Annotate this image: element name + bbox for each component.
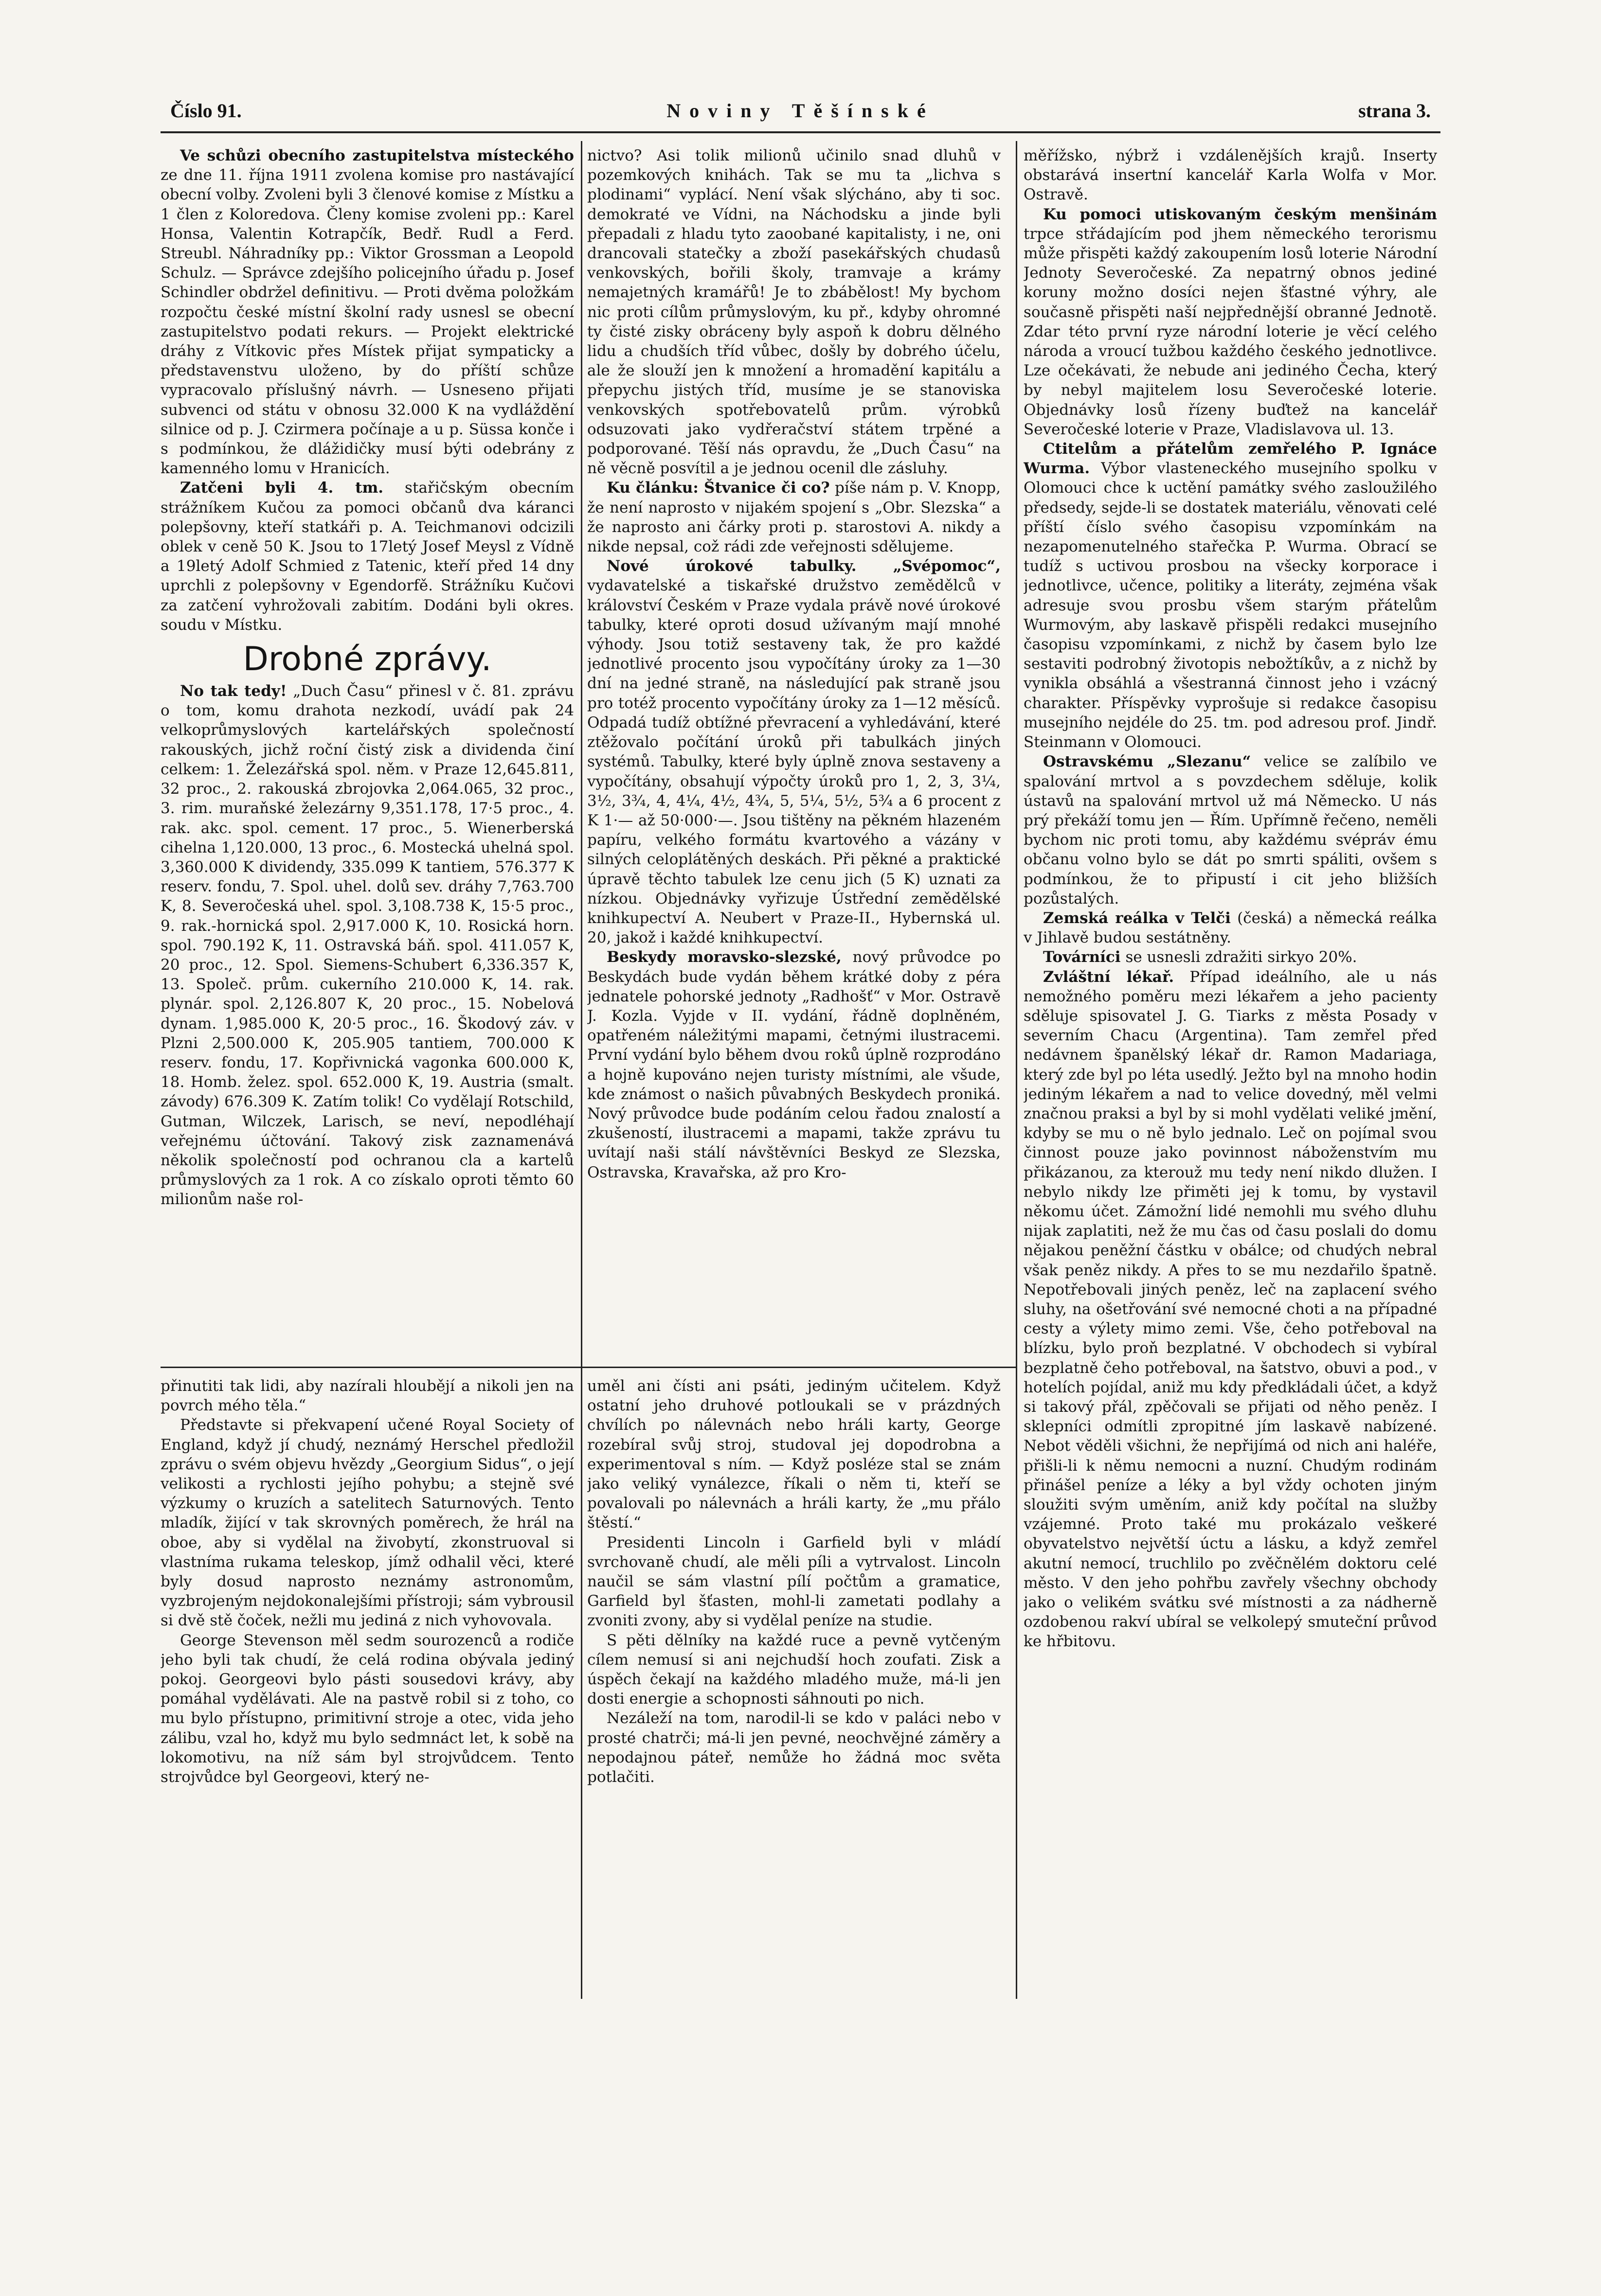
section-title: Drobné zprávy. <box>243 640 492 679</box>
page-number: strana 3. <box>1358 100 1431 122</box>
article-text: trpce střádajícím pod jhem německého terorismu může přispěti každý zakoupením losů loterie Národní Jednoty Severočeské. Za nepatrný obnos jediné koruny možno dosíci nejen šťastné výhry, ale současně přispěti naší nejpřednější obranné Jednotě. Zdar této první ryze národní loterie je věcí celého národa a vroucí tužbou každého českého jednotlivce. Lze očekávati, že nebude ani jediného Čecha, který by nebyl majitelem losu Severočeské loterie. Objednávky losů řízeny buďtež na kancelář Severočeské loterie v Praze, Vladislavova ul. 13. <box>1024 225 1437 438</box>
column-divider-2 <box>1016 141 1017 1999</box>
article-urokove-tabulky <box>587 556 1001 947</box>
article-lead: Ku článku: Štvanice či co? <box>607 479 830 497</box>
story-stevenson: George Stevenson měl sedm sourozenců a rodiče jeho byli tak chudí, že celá rodina obývala jediný pokoj. Georgeovi bylo pásti sousedovi krávy, aby pomáhal vydělávati. Ale na pastvě robil si z toho, co mu bylo přístupno, primitivní stroje a otec, vida jeho zálibu, vzal ho, když mu bylo sedmnáct let, k sobě na lokomotivu, na níž sám byl strojvůdcem. Tento strojvůdce byl Georgeovi, který ne- <box>161 1631 574 1786</box>
page-header <box>161 97 1440 133</box>
article-lead: Ve schůzi obecního zastupitelstva místeckého <box>180 147 574 164</box>
article-lekar <box>1024 967 1437 1652</box>
article-text: se usnesli zdražiti sirkyo 20%. <box>1120 948 1357 966</box>
article-lead: Beskydy moravsko-slezské, <box>607 948 842 966</box>
lower-column-1 <box>161 1376 574 1999</box>
issue-number: Číslo 91. <box>170 100 242 122</box>
article-continuation: nictvo? Asi tolik milionů učinilo snad dluhů v pozemkových knihách. Tak se mu ta „lichva s plodinami“ vyplácí. Není však slýcháno, aby ti soc. demokraté ve Vídni, na Náchodsku a jinde byli přepadali z hladu tyto zaoobané kapitalisty, i ne, oni drancovali statečky a zboží pasekářských chudasů venkovských, bořili školy, tramvaje a krámy nemajetných kramářů! Je to zbábělost! My bychom nic proti cílům průmyslovým, ku př., kdyby ohromné ty čisté zisky obráceny byly aspoň k dobru dělného lidu a chudších tříd vůbec, došly by dobrého účelu, ale že slouží jen k množení a hromadění kapitálu a přepychu jistých tříd, musíme je se stanoviska venkovských spotřebovatelů prům. výrobků odsuzovati jako vydřeračství státem trpěné a podporované. Těší nás opravdu, že „Duch Času“ na ně věcně posvítil a je jednou ocenil dle zásluhy. <box>587 147 1001 478</box>
upper-column-2 <box>587 146 1001 1362</box>
column-divider-1 <box>581 141 582 1999</box>
article-lead: Ku pomoci utiskovaným českým menšinám <box>1043 205 1437 223</box>
article-text: velice se zalíbilo ve spalování mrtvol a s povzdechem sděluje, kolik ústavů na spalování mrtvol už má Německo. U nás prý překáží tomu jen — Řím. Upřímně řečeno, neměli bychom nic proti tomu, aby každému svépráv ému občanu volno bylo se dát po smrti spáliti, ovšem s podmínkou, že to připustí i cit jeho bližších pozůstalých. <box>1024 753 1437 908</box>
story-herschel: Představte si překvapení učené Royal Society of England, když jí chudý, neznámý Herschel předložil zprávu o svém objevu hvězdy „Georgium Sidus“, o její velikosti a rychlosti jejího pohybu; a stejně své výzkumy o kruzích a satelitech Saturnových. Tento mladík, žijící v tak skrovných poměrech, že hrál na oboe, aby si vydělal na živobytí, zkonstruoval si vlastníma rukama teleskop, jímž odhalil věci, které byly dosud naprosto neznámy astronomům, vyzbrojeným nejdokonalejšími přístroji; sám vybrousil si dvě stě čoček, nežli mu jediná z nich vyhovovala. <box>161 1416 574 1630</box>
story-continuation: uměl ani čísti ani psáti, jediným učitelem. Když ostatní jeho druhové potloukali se v prázdných chvílích po nálevnách nebo hráli karty, George rozebíral svůj stroj, studoval jej dopodrobna a experimentoval s ním. — Když posléze stal se znám jako veliký vynálezce, říkali o něm ti, kteří se povalovali po nálevnách a hráli karty, že „mu přálo štěstí.“ <box>587 1377 1001 1532</box>
article-text: Případ ideálního, ale u nás nemožného poměru mezi lékařem a jeho pacienty sděluje spisovatel J. G. Tiarks z města Posady v severním Chacu (Argentina). Tam zemřel před nedávnem španělský lékař dr. Ramon Madariaga, který zde byl po léta usedlý. Ježto byl na mnoho hodin jediným lékařem a nad to velice dovedný, měl velmi značnou praksi a byl by si mohl vydělati veliké jmění, kdyby se mu o ně bylo jednalo. Leč on pojímal svou činnost pouze jako povinnost náboženstvím mu přikázanou, za kterouž mu tedy není nikdo dlužen. I nebylo nikdy lze přiměti jej k tomu, by vystavil někomu účet. Zámožní lidé nemohli mu svého dluhu nijak zaplatiti, než že mu čas od času poslali do domu nějakou peněžní částku v obálce; od chudých nebral však peněz nikdy. A přes to se mu nezdařilo špatně. Nepotřebovali jiných peněz, leč na zaplacení svého sluhy, na ošetřování své nemocné choti a na případné cesty a výlety mimo zemi. Vše, čeho potřeboval na blízku, bylo proň bezplatné. V obchodech si vybíral bezplatně čeho potřeboval, na šatstvo, obuvi a pod., v hotelích pojídal, aniž mu kdy předkládali účet, a když si takový přál, zpěčovali se přijati od něho peněz. I sklepníci odmítli zpropitné jím laskavě nabízené. Nebot věděli všichni, že nepřijímá od nich ani haléře, přišli-li k němu nemocni a nuzní. Chudým rodinám přinášel peníze a léky a byl vždy ochoten jiným sloužiti svým uměním, aniž kdy počítal na služby vzájemné. Proto také mu prokázalo veškeré obyvatelstvo největší úctu a lásku, a když zemřel akutní nemocí, truchlilo po zvěčnělém doktoru celé město. V den jeho pohřbu zavřely všechny obchody jako o velikém svátku své místnosti a za nádherně ozdobenou rakví ubíral se velkolepý smuteční průvod ke hřbitovu. <box>1024 968 1437 1651</box>
article-lead: Zatčeni byli 4. tm. <box>180 479 384 497</box>
article-text: (česká) a německá reálka v Jihlavě budou sestátněny. <box>1024 909 1437 947</box>
article-text: píše nám p. V. Knopp, že není naprosto v nijakém spojení s „Obr. Slezska“ a že naprosto ani čárky proti p. starostovi A. nikdy a nikde nepsal, což rádi zde veřejnosti sdělujeme. <box>587 479 1001 556</box>
article-wurm <box>1024 439 1437 752</box>
article-lead: No tak tedy! <box>180 682 287 700</box>
article-stvanice <box>587 478 1001 556</box>
story-five-fingers: S pěti dělníky na každé ruce a pevně vytčeným cílem nemusí si ani nejchudší hoch zoufati. Zisk a úspěch čekají na každého mladého muže, má-li jen dosti energie a schopnosti sáhnouti po nich. <box>587 1631 1001 1708</box>
lower-column-2 <box>587 1376 1001 1999</box>
newspaper-title: Noviny Těšínské <box>666 100 935 122</box>
article-mistek-council <box>161 146 574 478</box>
article-text: nový průvodce po Beskydách bude vydán během krátké doby z péra jednatele pohorské jednoty „Radhošť“ v Mor. Ostravě J. Kozla. Vyjde v II. vydání, řádně doplněném, opatřeném náležitými mapami, četnými ilustracemi. První vydání bylo během dvou roků úplně rozprodáno a hojně kupováno nejen turisty místními, ale všude, kde známost o našich půvabných Beskydech proniká. Nový průvodce bude podáním celou řadou znalostí a zkušeností, ilustracemi a mapami, takže zprávu tu uvítají naši stálí návštěvníci Beskyd ze Slezska, Ostravska, Kravařska, až pro Kro- <box>587 948 1001 1181</box>
article-text: stařičským obecním strážníkem Kučou za pomoci občanů dva káranci polepšovny, kteří statkáři p. A. Teichmanovi odcizili oblek v ceně 50 K. Jsou to 17letý Josef Meysl z Vídně a 19letý Adolf Schmied z Tatenic, kteří před 14 dny uprchli z polepšovny v Egendorfě. Strážníku Kučovi za zatčení vyhrožovali zabitím. Dodáni byli okres. soudu v Místku. <box>161 479 574 634</box>
article-lead: Ctitelům a přátelům zemřelého P. Ignáce Wurma. <box>1024 440 1437 478</box>
article-lead: Zvláštní lékař. <box>1043 968 1174 986</box>
article-no-tak-tedy <box>161 681 574 1209</box>
upper-column-1 <box>161 146 574 1362</box>
article-text: „Duch Času“ přinesl v č. 81. zprávu o tom, komu drahota nezkodí, uvádí pak 24 velkoprůmyslových kartelářských společností rakouských, jichž roční čistý zisk a dividenda činí celkem: 1. Železářská spol. něm. v Praze 12,645.811, 32 proc., 2. rakouská zbrojovka 2,064.065, 32 proc., 3. rim. muraňské železárny 9,351.178, 17·5 proc., 4. rak. akc. spol. cement. 17 proc., 5. Wienerberská cihelna 1,120.000, 13 proc., 6. Mostecká uhelná spol. 3,360.000 K dividendy, 335.099 K tantiem, 576.377 K reserv. fondu, 7. Spol. uhel. dolů sev. dráhy 7,763.700 K, 8. Severočeská uhel. spol. 3,108.738 K, 15·5 proc., 9. rak.-hornická spol. 2,917.000 K, 10. Rosická horn. spol. 790.192 K, 11. Ostravská báň. spol. 411.057 K, 20 proc., 12. Spol. Siemens-Schubert 6,336.357 K, 13. Společ. prům. cukerního 210.000 K, 14. rak. plynár. spol. 2,126.807 K, 20 proc., 15. Nobelová dynam. 1,985.000 K, 20·5 proc., 16. Škodový záv. v Plzni 2,500.000 K, 205.905 tantiem, 700.000 K reserv. fondu, 17. Kopřivnická vagonka 600.000 K, 18. Homb. želez. spol. 652.000 K, 19. Austria (smalt. závody) 676.309 K. Zatím tolik! Co vydělají Rotschild, Gutman, Wilczek, Larisch, se neví, nepodléhají veřejnému účtování. Takový zisk zaznamenává několik společností pod ochranou cla a kartelů průmyslových za 1 rok. A co získalo oproti těmto 60 milionům naše rol- <box>161 682 574 1209</box>
story-palace-hut: Nezáleží na tom, narodil-li se kdo v paláci nebo v prosté chatrči; má-li jen pevné, neochvějné záměry a nepodajnou páteř, nemůže ho žádná moc světa potlačiti. <box>587 1709 1001 1786</box>
article-text: vydavatelské a tiskařské družstvo zemědělců v království Českém v Praze vydala právě nové úrokové tabulky, které oproti dosud užívaným mají mnohé výhody. Jsou totiž sestaveny tak, že pro každé jednotlivé procento jsou vypočítány úroky za 1—30 dní na jedné straně, na následující pak straně jsou pro totéž procento vypočítány úroky za 1—12 měsíců. Odpadá tudíž obtížné převracení a vyhledávání, které ztěžovalo počítání úroků při tabulkách jiných systémů. Tabulky, které byly úplně znova sestaveny a vypočítány, obsahují výpočty úroků pro 1, 2, 3, 3¼, 3½, 3¾, 4, 4¼, 4½, 4¾, 5, 5¼, 5½, 5¾ a 6 procent z K 1·— až 50·000·—. Jsou tištěny na pěkném hlazeném papíru, velkého formátu kvartového a vázány v silných celoplátěných deskách. Při pěkné a praktické úpravě těchto tabulek lze cenu jich (5 K) uznati za nízkou. Objednávky vyřizuje Ústřední zemědělské knihkupectví A. Neubert v Praze-II., Hybernská ul. 20, jakož i každé knihkupectví. <box>587 577 1001 947</box>
story-lincoln-garfield: Presidenti Lincoln i Garfield byli v mládí svrchovaně chudí, ale měli píli a vytrvalost. Lincoln naučil se sám vlastní pílí počtům a gramatice, Garfield byl šťasten, mohl-li zametati podlahy a zvoniti zvony, aby si vydělal peníze na studie. <box>587 1533 1001 1630</box>
section-divider <box>161 1367 1017 1368</box>
article-lead: Ostravskému „Slezanu“ <box>1043 753 1251 771</box>
article-text: ze dne 11. října 1911 zvolena komise pro nastávající obecní volby. Zvoleni byli 3 členové komise z Místku a 1 člen z Koloredova. Členy komise zvoleni pp.: Karel Honsa, Valentin Kotrapčík, Bedř. Rudl a Ferd. Streubl. Náhradníky pp.: Viktor Grossman a Leopold Schulz. — Správce zdejšího policejního úřadu p. Josef Schindler obdržel definitivu. — Proti dvěma položkám rozpočtu české místní školní rady usnesl se obecní zastupitelstvo podati rekurs. — Projekt elektrické dráhy z Vítkovic přes Místek přijat sympaticky a představenstvu uloženo, by do příští schůze vypracovalo příslušný návrh. — Usneseno přijati subvenci od státu v obnosu 32.000 K na vydláždění silnice od p. J. Czirmera počínaje a u p. Süssa konče i s podmínkou, že dlážidičky musí býti odebrány z kamenného lomu v Hranicích. <box>161 166 574 478</box>
article-lead: Nové úrokové tabulky. „Svépomoc“, <box>607 557 1001 575</box>
article-lead: Továrníci <box>1043 948 1121 966</box>
article-lead: Zemská reálka v Telči <box>1043 909 1231 927</box>
column-3 <box>1024 146 1437 1994</box>
article-tovarnici <box>1024 947 1437 967</box>
article-realka <box>1024 908 1437 947</box>
article-beskydy <box>587 947 1001 1182</box>
article-slezan <box>1024 752 1437 908</box>
article-continuation: měřížsko, nýbrž i vzdálenějších krajů. Inserty obstarává insertní kancelář Karla Wolfa v Mor. Ostravě. <box>1024 147 1437 204</box>
article-text: Výbor vlasteneckého musejního spolku v Olomouci chce k uctění památky svého zasloužilého předsedy, sejde-li se dostatek materiálu, věnovati celé příští číslo svého časopisu vzpomínkám na nezapomenutelného stařečka P. Wurma. Obrací se tudíž s uctivou prosbou na všecky korporace i jednotlivce, učence, politiky a literáty, zejména však adresuje svou prosbu všem starým přátelům Wurmovým, aby laskavě přispěli redakci musejního časopisu vzpomínkami, z nichž by časem bylo lze sestaviti podrobný životopis nebožtíkův, a z nichž by vynikla obsáhlá a všestranná činnost jeho i vzácný charakter. Příspěvky vyprošuje si redakce časopisu musejního nejdéle do 25. tm. pod adresou prof. Jindř. Steinmann v Olomouci. <box>1024 460 1437 751</box>
story-continuation: přinutiti tak lidi, aby nazírali hloubějí a nikoli jen na povrch mého těla.“ <box>161 1377 574 1415</box>
article-mensiny <box>1024 205 1437 439</box>
article-arrested <box>161 478 574 635</box>
